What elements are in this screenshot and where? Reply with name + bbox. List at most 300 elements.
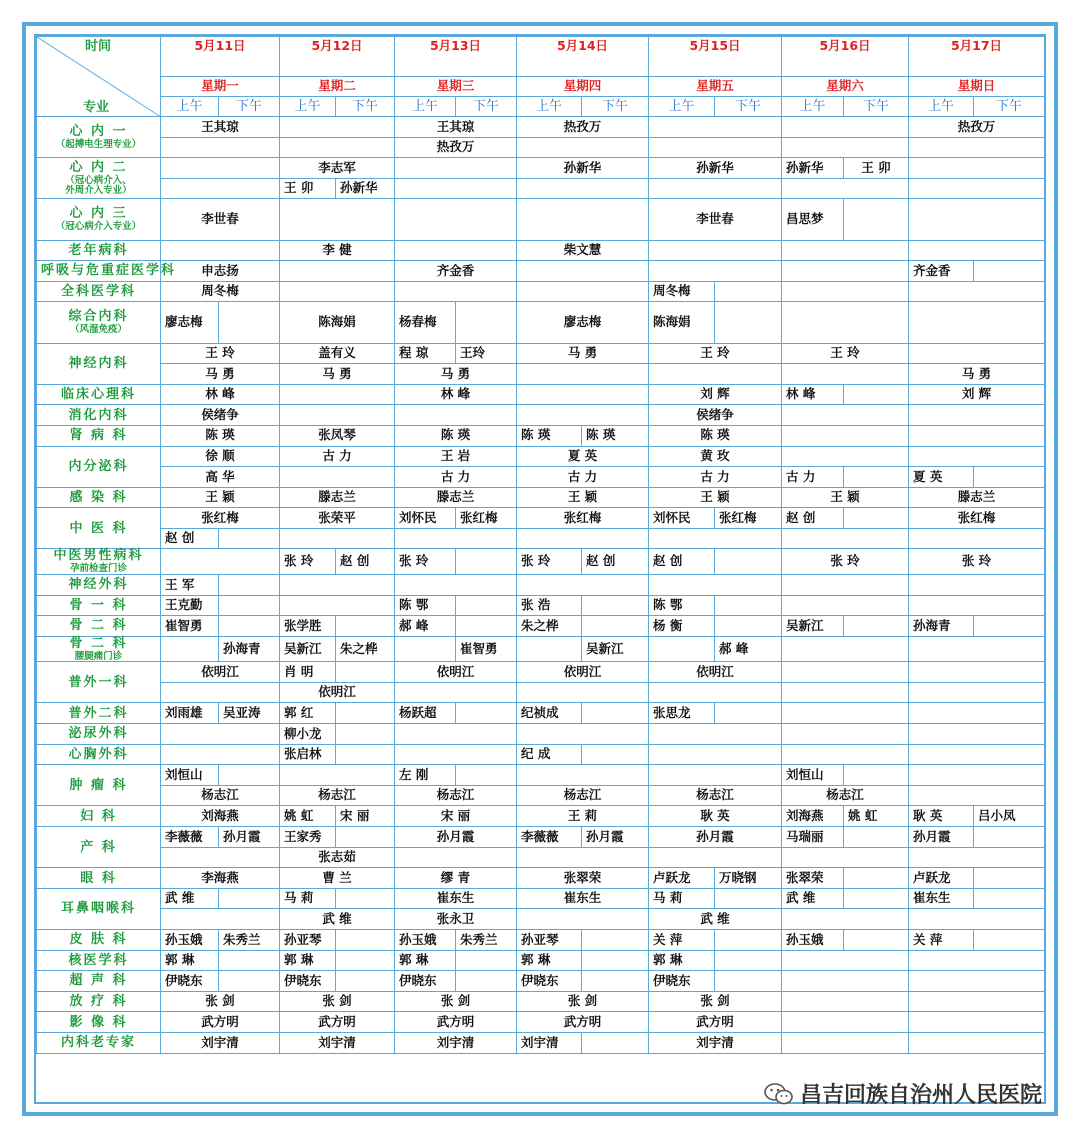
doctor-cell: 昌思梦 [782, 199, 844, 240]
department-label [37, 806, 161, 827]
department-name: 骨 二 科 [69, 635, 128, 651]
schedule-row [37, 806, 1045, 827]
doctor-cell: 张思龙 [649, 703, 715, 724]
doctor-cell: 吴亚涛 [219, 703, 280, 724]
department-label [37, 744, 161, 765]
empty-cell [844, 888, 909, 909]
doctor-cell: 廖志梅 [517, 302, 649, 343]
doctor-cell: 吴新江 [280, 636, 336, 662]
department-name: 眼 科 [80, 870, 117, 886]
doctor-cell: 刘怀民 [649, 508, 715, 529]
doctor-cell: 杨志江 [782, 785, 909, 806]
schedule-row [37, 847, 1045, 868]
empty-cell [336, 724, 395, 745]
doctor-cell: 伊晓东 [395, 971, 456, 992]
doctor-cell: 崔东生 [909, 888, 974, 909]
doctor-cell: 古 力 [649, 467, 782, 488]
department-label [37, 595, 161, 616]
empty-cell [219, 765, 280, 786]
doctor-cell: 申志扬 [161, 261, 280, 282]
department-name: 骨 二 科 [69, 618, 128, 634]
empty-cell [395, 744, 517, 765]
schedule-row [37, 950, 1045, 971]
empty-cell [715, 950, 782, 971]
empty-cell [782, 178, 909, 199]
empty-cell [395, 724, 517, 745]
empty-cell [517, 384, 649, 405]
empty-cell [715, 595, 782, 616]
department-name: 呼吸与危重症医学科 [41, 263, 177, 279]
doctor-cell: 马 莉 [649, 888, 715, 909]
doctor-cell: 古 力 [517, 467, 649, 488]
schedule-row [37, 158, 1045, 179]
schedule-row [37, 199, 1045, 220]
empty-cell [336, 827, 395, 848]
department-name: 中 医 科 [69, 520, 128, 536]
department-name: 普外二科 [68, 705, 129, 721]
doctor-cell: 耿 英 [649, 806, 782, 827]
department-label [37, 616, 161, 637]
empty-cell [161, 158, 280, 179]
empty-cell [280, 384, 395, 405]
doctor-cell: 古 力 [280, 446, 395, 467]
empty-cell [909, 1012, 1045, 1033]
schedule-row [37, 117, 1045, 138]
doctor-cell: 依明江 [395, 662, 517, 683]
doctor-cell: 王 军 [161, 574, 219, 595]
empty-cell [782, 405, 909, 426]
doctor-cell: 刘恒山 [161, 765, 219, 786]
department-subtitle: 孕前检查门诊 [69, 563, 127, 575]
doctor-cell: 宋 丽 [395, 806, 517, 827]
empty-cell [336, 971, 395, 992]
empty-cell [280, 765, 395, 786]
empty-cell [782, 446, 909, 467]
doctor-cell: 孙亚琴 [517, 929, 582, 950]
department-label [37, 261, 177, 282]
empty-cell [517, 281, 649, 302]
department-name: 肾 病 科 [69, 428, 128, 444]
doctor-cell: 张红梅 [161, 508, 280, 529]
doctor-cell: 缪 青 [395, 868, 517, 889]
empty-cell [582, 950, 649, 971]
department-label [37, 574, 161, 595]
doctor-cell: 林 峰 [161, 384, 280, 405]
empty-cell [336, 616, 395, 637]
doctor-cell: 齐金香 [395, 261, 517, 282]
doctor-cell: 王玲 [456, 343, 517, 364]
department-label [37, 765, 161, 806]
doctor-cell: 肖 明 [280, 662, 336, 683]
empty-cell [517, 405, 649, 426]
empty-cell [649, 682, 782, 703]
department-label [37, 508, 161, 549]
empty-cell [395, 847, 517, 868]
department-label [37, 425, 161, 446]
department-label [37, 991, 161, 1012]
empty-cell [456, 950, 517, 971]
empty-cell [161, 847, 280, 868]
schedule-row [37, 744, 1045, 765]
empty-cell [517, 724, 649, 745]
weekday-header: 星期四 [517, 77, 649, 97]
empty-cell [909, 178, 1045, 199]
empty-cell [456, 765, 517, 786]
doctor-cell: 王 卯 [844, 158, 909, 179]
doctor-cell: 赵 创 [582, 549, 649, 575]
empty-cell [161, 240, 280, 261]
empty-cell [649, 574, 782, 595]
empty-cell [782, 991, 909, 1012]
empty-cell [909, 744, 1045, 765]
department-name: 消化内科 [68, 407, 129, 423]
doctor-cell: 王 玲 [782, 343, 909, 364]
doctor-cell: 马 勇 [280, 364, 395, 385]
doctor-cell: 柳小龙 [280, 724, 336, 745]
date-header: 5月13日 [395, 37, 517, 77]
doctor-cell: 陈海娟 [649, 302, 715, 343]
empty-cell [909, 950, 1045, 971]
empty-cell [715, 549, 782, 575]
department-name: 皮 肤 科 [69, 932, 128, 948]
doctor-cell: 曹 兰 [280, 868, 395, 889]
doctor-cell: 王 颖 [782, 487, 909, 508]
department-label [37, 302, 161, 343]
department-label [37, 636, 161, 662]
empty-cell [517, 909, 649, 930]
empty-cell [517, 847, 649, 868]
schedule-row [37, 765, 1045, 786]
doctor-cell: 李薇薇 [161, 827, 219, 848]
doctor-cell: 左 刚 [395, 765, 456, 786]
empty-cell [909, 199, 1045, 240]
doctor-cell: 李 健 [280, 240, 395, 261]
am-header: 上午 [649, 97, 715, 117]
doctor-cell: 郭 琳 [280, 950, 336, 971]
empty-cell [715, 888, 782, 909]
doctor-cell: 杨 衡 [649, 616, 715, 637]
empty-cell [161, 178, 280, 199]
empty-cell [336, 888, 395, 909]
empty-cell [649, 364, 782, 385]
empty-cell [909, 446, 1045, 467]
empty-cell [456, 703, 517, 724]
schedule-row [37, 261, 1045, 282]
doctor-cell: 武 维 [161, 888, 219, 909]
schedule-row [37, 425, 1045, 446]
doctor-cell: 王 玲 [649, 343, 782, 364]
doctor-cell: 刘宇清 [161, 1032, 280, 1053]
empty-cell [161, 744, 280, 765]
doctor-cell: 夏 英 [909, 467, 974, 488]
empty-cell [517, 137, 649, 158]
doctor-cell: 李薇薇 [517, 827, 582, 848]
doctor-cell: 朱之桦 [336, 636, 395, 662]
empty-cell [909, 425, 1045, 446]
doctor-cell: 张红梅 [517, 508, 649, 529]
empty-cell [782, 636, 909, 662]
empty-cell [395, 178, 517, 199]
schedule-row [37, 137, 1045, 158]
schedule-row [37, 1032, 1045, 1053]
schedule-row [37, 364, 1045, 385]
empty-cell [715, 971, 782, 992]
empty-cell [974, 616, 1045, 637]
empty-cell [649, 528, 782, 549]
empty-cell [336, 662, 395, 683]
doctor-cell: 依明江 [161, 662, 280, 683]
schedule-row [37, 827, 1045, 848]
doctor-cell: 杨跃超 [395, 703, 456, 724]
doctor-cell: 马 勇 [909, 364, 1045, 385]
corner-specialty-label: 专业 [83, 100, 110, 116]
schedule-row [37, 991, 1045, 1012]
empty-cell [782, 682, 909, 703]
doctor-cell: 黄 玫 [649, 446, 782, 467]
department-name: 中医男性病科 [53, 548, 144, 564]
schedule-row [37, 528, 1045, 549]
doctor-cell: 孙月霞 [649, 827, 782, 848]
department-name: 普外一科 [68, 674, 129, 690]
weekday-header: 星期六 [782, 77, 909, 97]
empty-cell [909, 662, 1045, 683]
doctor-cell: 王 岩 [395, 446, 517, 467]
doctor-cell: 张 浩 [517, 595, 582, 616]
doctor-cell: 卢跃龙 [909, 868, 974, 889]
doctor-cell: 马 勇 [517, 343, 649, 364]
am-header: 上午 [395, 97, 456, 117]
department-label [37, 1012, 161, 1033]
department-name: 心 内 二 [69, 160, 128, 176]
department-name: 骨 一 科 [69, 597, 128, 613]
department-name: 内分泌科 [68, 459, 129, 475]
doctor-cell: 朱秀兰 [219, 929, 280, 950]
empty-cell [844, 929, 909, 950]
doctor-cell: 陈 瑛 [649, 425, 782, 446]
doctor-cell: 张 剑 [517, 991, 649, 1012]
department-name: 耳鼻咽喉科 [60, 901, 136, 917]
doctor-cell: 杨志江 [517, 785, 649, 806]
department-label [37, 487, 161, 508]
empty-cell [456, 549, 517, 575]
schedule-row [37, 446, 1045, 467]
department-subtitle: 外周介入专业） [65, 184, 132, 196]
doctor-cell: 崔东生 [517, 888, 649, 909]
doctor-cell: 伊晓东 [280, 971, 336, 992]
empty-cell [782, 425, 909, 446]
doctor-cell: 李海燕 [161, 868, 280, 889]
schedule-row [37, 636, 1045, 662]
empty-cell [336, 929, 395, 950]
empty-cell [715, 929, 782, 950]
empty-cell [844, 616, 909, 637]
doctor-cell: 张 玲 [517, 549, 582, 575]
schedule-row [37, 785, 1045, 806]
empty-cell [974, 868, 1045, 889]
doctor-cell: 崔智勇 [161, 616, 219, 637]
empty-cell [280, 528, 395, 549]
doctor-cell: 徐 顺 [161, 446, 280, 467]
empty-cell [909, 991, 1045, 1012]
schedule-row [37, 343, 1045, 364]
empty-cell [974, 827, 1045, 848]
empty-cell [909, 158, 1045, 179]
doctor-cell: 吕小凤 [974, 806, 1045, 827]
empty-cell [517, 682, 649, 703]
empty-cell [517, 636, 582, 662]
schedule-row [37, 971, 1045, 992]
date-header: 5月15日 [649, 37, 782, 77]
pm-header: 下午 [974, 97, 1045, 117]
empty-cell [649, 117, 782, 138]
department-label [37, 662, 161, 703]
doctor-cell: 孙海青 [219, 636, 280, 662]
doctor-cell: 王 颖 [161, 487, 280, 508]
empty-cell [715, 302, 782, 343]
date-header: 5月16日 [782, 37, 909, 77]
doctor-cell: 张红梅 [909, 508, 1045, 529]
schedule-row [37, 549, 1045, 575]
department-name: 心胸外科 [68, 746, 129, 762]
empty-cell [161, 549, 280, 575]
department-label [37, 868, 161, 889]
empty-cell [909, 574, 1045, 595]
schedule-row [37, 508, 1045, 529]
department-label [37, 549, 161, 575]
empty-cell [161, 636, 219, 662]
empty-cell [582, 595, 649, 616]
doctor-cell: 孙玉娥 [161, 929, 219, 950]
doctor-cell: 孙月霞 [395, 827, 517, 848]
department-name: 泌尿外科 [68, 726, 129, 742]
department-name: 心 内 三 [69, 206, 128, 222]
empty-cell [782, 117, 909, 138]
doctor-cell: 刘海燕 [161, 806, 280, 827]
empty-cell [517, 178, 649, 199]
schedule-row [37, 888, 1045, 909]
doctor-cell: 张红梅 [456, 508, 517, 529]
empty-cell [161, 724, 280, 745]
doctor-cell: 张 剑 [395, 991, 517, 1012]
doctor-cell: 张志茹 [280, 847, 395, 868]
doctor-cell: 刘宇清 [649, 1032, 782, 1053]
empty-cell [219, 888, 280, 909]
empty-cell [909, 785, 1045, 806]
doctor-cell: 陈 鄂 [649, 595, 715, 616]
doctor-cell: 崔东生 [395, 888, 517, 909]
department-name: 全科医学科 [60, 284, 136, 300]
department-label [37, 888, 161, 929]
empty-cell [844, 467, 909, 488]
weekday-header: 星期一 [161, 77, 280, 97]
empty-cell [909, 405, 1045, 426]
doctor-cell: 孙玉娥 [782, 929, 844, 950]
department-label [37, 724, 161, 745]
empty-cell [782, 261, 909, 282]
doctor-cell: 纪 成 [517, 744, 582, 765]
doctor-cell: 武方明 [280, 1012, 395, 1033]
schedule-row [37, 616, 1045, 637]
doctor-cell: 郭 琳 [649, 950, 715, 971]
department-name: 产 科 [80, 839, 117, 855]
doctor-cell: 赵 创 [782, 508, 844, 529]
doctor-cell: 王克勤 [161, 595, 219, 616]
pm-header: 下午 [582, 97, 649, 117]
schedule-row [37, 240, 1045, 261]
doctor-cell: 依明江 [517, 662, 649, 683]
empty-cell [974, 929, 1045, 950]
doctor-cell: 武 维 [649, 909, 782, 930]
doctor-cell: 陈 瑛 [161, 425, 280, 446]
empty-cell [844, 384, 909, 405]
empty-cell [909, 137, 1045, 158]
doctor-cell: 关 萍 [649, 929, 715, 950]
doctor-cell: 陈 瑛 [395, 425, 517, 446]
am-header: 上午 [517, 97, 582, 117]
doctor-cell: 刘怀民 [395, 508, 456, 529]
empty-cell [909, 682, 1045, 703]
empty-cell [844, 827, 909, 848]
pm-header: 下午 [844, 97, 909, 117]
doctor-cell: 纪祯成 [517, 703, 582, 724]
doctor-cell: 滕志兰 [395, 487, 517, 508]
doctor-cell: 陈 瑛 [517, 425, 582, 446]
department-subtitle: （冠心病介入、 [65, 175, 132, 187]
doctor-cell: 吴新江 [782, 616, 844, 637]
empty-cell [219, 528, 280, 549]
doctor-cell: 赵 创 [336, 549, 395, 575]
date-header: 5月14日 [517, 37, 649, 77]
doctor-cell: 杨志江 [649, 785, 782, 806]
department-name: 神经内科 [68, 356, 129, 372]
doctor-cell: 张凤琴 [280, 425, 395, 446]
empty-cell [456, 616, 517, 637]
empty-cell [782, 137, 909, 158]
empty-cell [280, 261, 395, 282]
department-label [37, 158, 161, 199]
doctor-cell: 滕志兰 [280, 487, 395, 508]
department-label [37, 827, 161, 868]
doctor-cell: 伊晓东 [517, 971, 582, 992]
doctor-cell: 赵 创 [649, 549, 715, 575]
doctor-cell: 刘 辉 [909, 384, 1045, 405]
schedule-row [37, 662, 1045, 683]
pm-header: 下午 [456, 97, 517, 117]
empty-cell [844, 508, 909, 529]
empty-cell [974, 467, 1045, 488]
schedule-row [37, 1012, 1045, 1033]
doctor-cell: 马 勇 [161, 364, 280, 385]
doctor-cell: 马 勇 [395, 364, 517, 385]
doctor-cell: 张翠荣 [517, 868, 649, 889]
doctor-cell: 郝 峰 [395, 616, 456, 637]
empty-cell [909, 302, 1045, 343]
schedule-row [37, 405, 1045, 426]
doctor-cell: 张 玲 [280, 549, 336, 575]
doctor-cell: 武 维 [280, 909, 395, 930]
empty-cell [395, 199, 517, 240]
doctor-cell: 刘海燕 [782, 806, 844, 827]
doctor-cell: 郝 峰 [715, 636, 782, 662]
empty-cell [582, 703, 649, 724]
department-label [37, 199, 161, 240]
doctor-cell: 古 力 [395, 467, 517, 488]
empty-cell [649, 765, 782, 786]
doctor-cell: 王 颖 [649, 487, 782, 508]
doctor-cell: 王家秀 [280, 827, 336, 848]
doctor-cell: 王 颖 [517, 487, 649, 508]
doctor-cell: 刘雨雄 [161, 703, 219, 724]
